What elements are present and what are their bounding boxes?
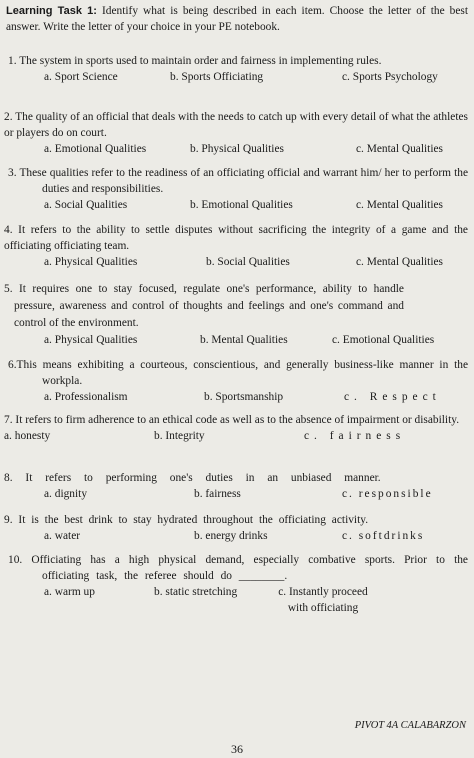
option-a[interactable]: a. dignity xyxy=(44,488,88,500)
question-number: 5. xyxy=(4,283,13,295)
question-text: These qualities refer to the readiness of an officiating official and warrant him/ her to perform the duties and responsibilities. xyxy=(19,167,468,195)
question-number: 10. xyxy=(8,554,23,566)
question-text: It is the best drink to stay hydrated throughout the officiating activity. xyxy=(18,514,369,526)
question-2 xyxy=(4,109,468,157)
options-row xyxy=(4,69,468,85)
question-4 xyxy=(4,222,468,270)
question-number: 4. xyxy=(4,224,13,236)
question-number: 7. xyxy=(4,414,13,426)
option-a[interactable]: a. Physical Qualities xyxy=(44,334,138,346)
question-9 xyxy=(4,512,468,544)
options-row xyxy=(4,428,468,444)
option-a[interactable]: a. Sport Science xyxy=(44,71,118,83)
question-text: Officiating has a high physical demand, especially combative sports. Prior to the officiating task, the referee should do ________. xyxy=(31,554,468,582)
option-b[interactable]: b. Integrity xyxy=(154,430,205,442)
question-number: 6. xyxy=(8,359,17,371)
option-c[interactable]: c. responsible xyxy=(342,488,433,500)
question-number: 3. xyxy=(8,167,17,179)
question-5 xyxy=(4,281,468,348)
question-3 xyxy=(4,165,468,213)
question-1 xyxy=(4,53,468,85)
footer-label: PIVOT 4A CALABARZON xyxy=(354,720,466,731)
question-text: It refers to firm adherence to an ethical code as well as to the absence of impairment or disability. xyxy=(15,414,460,426)
option-a[interactable]: a. Emotional Qualities xyxy=(44,143,147,155)
option-b[interactable]: b. Physical Qualities xyxy=(190,143,284,155)
option-b[interactable]: b. Social Qualities xyxy=(206,256,290,268)
question-6 xyxy=(4,357,468,405)
option-c[interactable]: c. softdrinks xyxy=(342,530,425,542)
options-row xyxy=(4,197,468,213)
options-row xyxy=(4,141,468,157)
page-number: 36 xyxy=(231,742,243,756)
question-text: It refers to the ability to settle disputes without sacrificing the integrity of a game and the officiating officiating team. xyxy=(4,224,468,252)
option-a[interactable]: a. Professionalism xyxy=(44,391,128,403)
options-row xyxy=(4,486,468,502)
option-b[interactable]: b. Emotional Qualities xyxy=(190,199,293,211)
question-7 xyxy=(4,412,468,444)
option-b[interactable]: b. fairness xyxy=(194,488,241,500)
option-b[interactable]: b. Sportsmanship xyxy=(204,391,284,403)
instructions xyxy=(6,3,468,35)
option-c[interactable]: c. Mental Qualities xyxy=(356,143,443,155)
option-c[interactable]: c. Instantly proceed with officiating xyxy=(278,586,368,614)
option-b[interactable]: b. energy drinks xyxy=(194,530,268,542)
instructions-text: Identify what is being described in each item. Choose the letter of the best answer. Write the letter of your choice in your PE notebook. xyxy=(6,5,468,33)
question-text: It refers to performing one's duties in an unbiased manner. xyxy=(25,472,381,484)
question-8 xyxy=(4,470,468,502)
task-label: Learning Task 1: xyxy=(6,5,97,17)
question-number: 8. xyxy=(4,472,13,484)
option-a[interactable]: a. water xyxy=(44,530,81,542)
option-c[interactable]: c. fairness xyxy=(304,430,406,442)
option-c[interactable]: c. Mental Qualities xyxy=(356,256,443,268)
question-number: 2. xyxy=(4,111,13,123)
options-row xyxy=(4,528,468,544)
option-a[interactable]: a. Social Qualities xyxy=(44,199,128,211)
option-a[interactable]: a. Physical Qualities xyxy=(44,256,138,268)
option-b[interactable]: b. Sports Officiating xyxy=(170,71,264,83)
option-c[interactable]: c. Mental Qualities xyxy=(356,199,443,211)
option-b[interactable]: b. Mental Qualities xyxy=(200,334,288,346)
question-text: This means exhibiting a courteous, conscientious, and generally business-like manner in the workpla. xyxy=(16,359,468,387)
question-number: 9. xyxy=(4,514,13,526)
options-row xyxy=(4,584,468,616)
question-text: The quality of an official that deals with the needs to catch up with every detail of what the athletes or players do on court. xyxy=(4,111,468,139)
option-c[interactable]: c. Emotional Qualities xyxy=(332,334,435,346)
option-b[interactable]: b. static stretching xyxy=(154,586,238,598)
option-c[interactable]: c. Respect xyxy=(344,391,441,403)
question-text: The system in sports used to maintain order and fairness in implementing rules. xyxy=(19,55,382,67)
option-c[interactable]: c. Sports Psychology xyxy=(342,71,438,83)
question-number: 1. xyxy=(8,55,17,67)
options-row xyxy=(4,332,468,348)
option-a[interactable]: a. honesty xyxy=(4,430,51,442)
options-row xyxy=(4,254,468,270)
options-row xyxy=(4,389,468,405)
option-a[interactable]: a. warm up xyxy=(44,586,95,598)
question-10 xyxy=(4,552,468,616)
question-text: It requires one to stay focused, regulate one's performance, ability to handle pressure, awareness and control of thoughts and feelings and one's command and control of the environment. xyxy=(14,283,404,329)
